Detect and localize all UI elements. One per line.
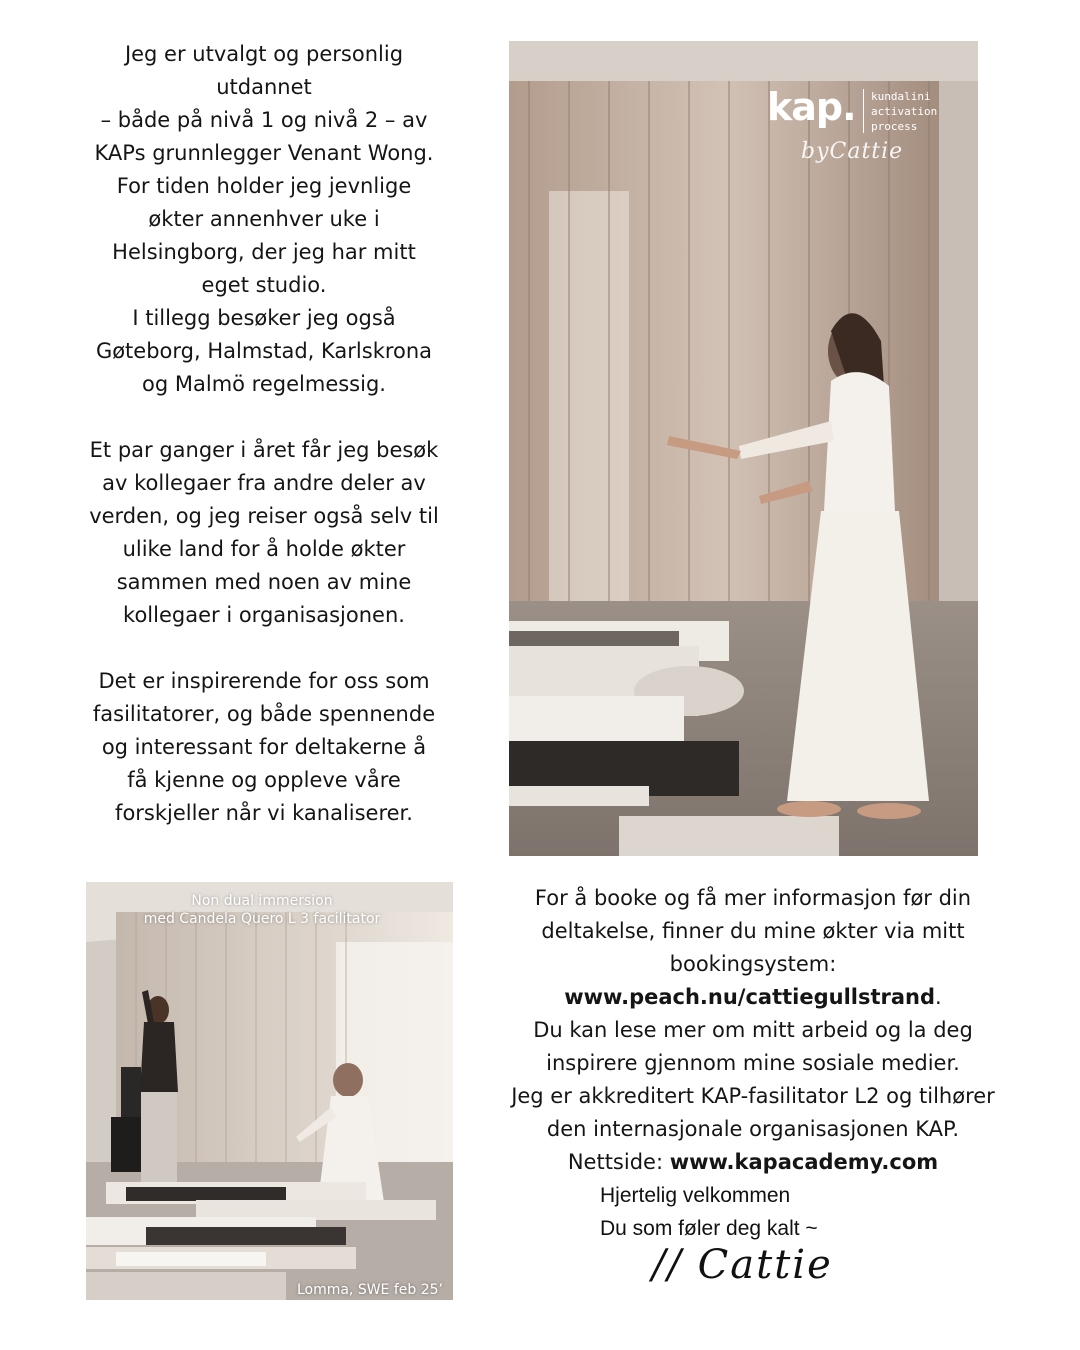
text-line: og interessant for deltakerne å	[101, 735, 427, 759]
text-line: den internasjonale organisasjonen KAP.	[546, 1117, 960, 1141]
text-line: KAPs grunnlegger Venant Wong.	[94, 141, 434, 165]
kap-logo	[767, 85, 967, 177]
text-line: Jeg er utvalgt og personlig	[124, 42, 404, 66]
website-link[interactable]: www.kapacademy.com	[669, 1150, 939, 1174]
text-line: Det er inspirerende for oss som	[98, 669, 430, 693]
booking-info-text	[492, 882, 1014, 1179]
main-photo	[509, 41, 978, 856]
text-line: få kjenne og oppleve våre	[127, 768, 401, 792]
booking-info	[492, 882, 1014, 1179]
website-label: Nettside:	[567, 1150, 670, 1174]
text-line: økter annenhver uke i	[148, 207, 380, 231]
signature: // Cattie	[652, 1242, 833, 1288]
text-line: Et par ganger i året får jeg besøk	[89, 438, 439, 462]
session-caption-title: Non dual immersion	[191, 893, 333, 909]
intro-text	[78, 38, 450, 830]
booking-link-suffix: .	[935, 985, 942, 1009]
session-caption	[86, 892, 438, 928]
session-caption-facilitator: med Candela Quero L 3 facilitator	[143, 911, 381, 927]
tagline-line: process	[871, 120, 918, 133]
text-line: kollegaer i organisasjonen.	[123, 603, 405, 627]
text-line: deltakelse, finner du mine økter via mitt	[541, 919, 965, 943]
text-line: Gøteborg, Halmstad, Karlskrona	[95, 339, 433, 363]
text-line: Helsingborg, der jeg har mitt	[112, 240, 416, 264]
text-line: fasilitatorer, og både spennende	[92, 702, 436, 726]
text-line: ulike land for å holde økter	[122, 537, 406, 561]
text-line: Jeg er akkreditert KAP-fasilitator L2 og tilhører	[511, 1084, 995, 1108]
text-line: utdannet	[216, 75, 312, 99]
text-line: I tillegg besøker jeg også	[132, 306, 396, 330]
text-line: bookingsystem:	[669, 952, 837, 976]
intro-paragraph-2	[78, 434, 450, 632]
text-line: sammen med noen av mine	[116, 570, 412, 594]
session-location: Lomma, SWE feb 25’	[296, 1282, 443, 1298]
tagline-line: kundalini	[871, 90, 931, 103]
text-line: forskjeller når vi kanaliserer.	[115, 801, 413, 825]
text-line: av kollegaer fra andre deler av	[102, 471, 426, 495]
booking-link[interactable]: www.peach.nu/cattiegullstrand	[564, 985, 936, 1009]
kap-logo-by: byCattie	[801, 139, 904, 164]
text-line: verden, og jeg reiser også selv til	[89, 504, 439, 528]
session-photo	[86, 882, 453, 1300]
session-photo-illustration	[86, 882, 453, 1300]
text-line: For å booke og få mer informasjon før din	[534, 886, 972, 910]
text-line: eget studio.	[201, 273, 327, 297]
text-line: inspirere gjennom mine sosiale medier.	[546, 1051, 960, 1075]
text-line: For tiden holder jeg jevnlige	[116, 174, 412, 198]
welcome-line: Hjertelig velkommen	[600, 1184, 791, 1207]
kap-logo-word: kap.	[767, 85, 856, 129]
intro-paragraph-1	[78, 38, 450, 401]
welcome-text	[600, 1179, 818, 1245]
welcome-line: Du som føler deg kalt ~	[600, 1217, 818, 1240]
text-line: og Malmö regelmessig.	[142, 372, 386, 396]
text-line: – både på nivå 1 og nivå 2 – av	[100, 108, 428, 132]
intro-paragraph-3	[78, 665, 450, 830]
text-line: Du kan lese mer om mitt arbeid og la deg	[533, 1018, 973, 1042]
kap-logo-divider	[863, 89, 864, 133]
kap-logo-tagline	[871, 89, 971, 134]
tagline-line: activation	[871, 105, 938, 118]
